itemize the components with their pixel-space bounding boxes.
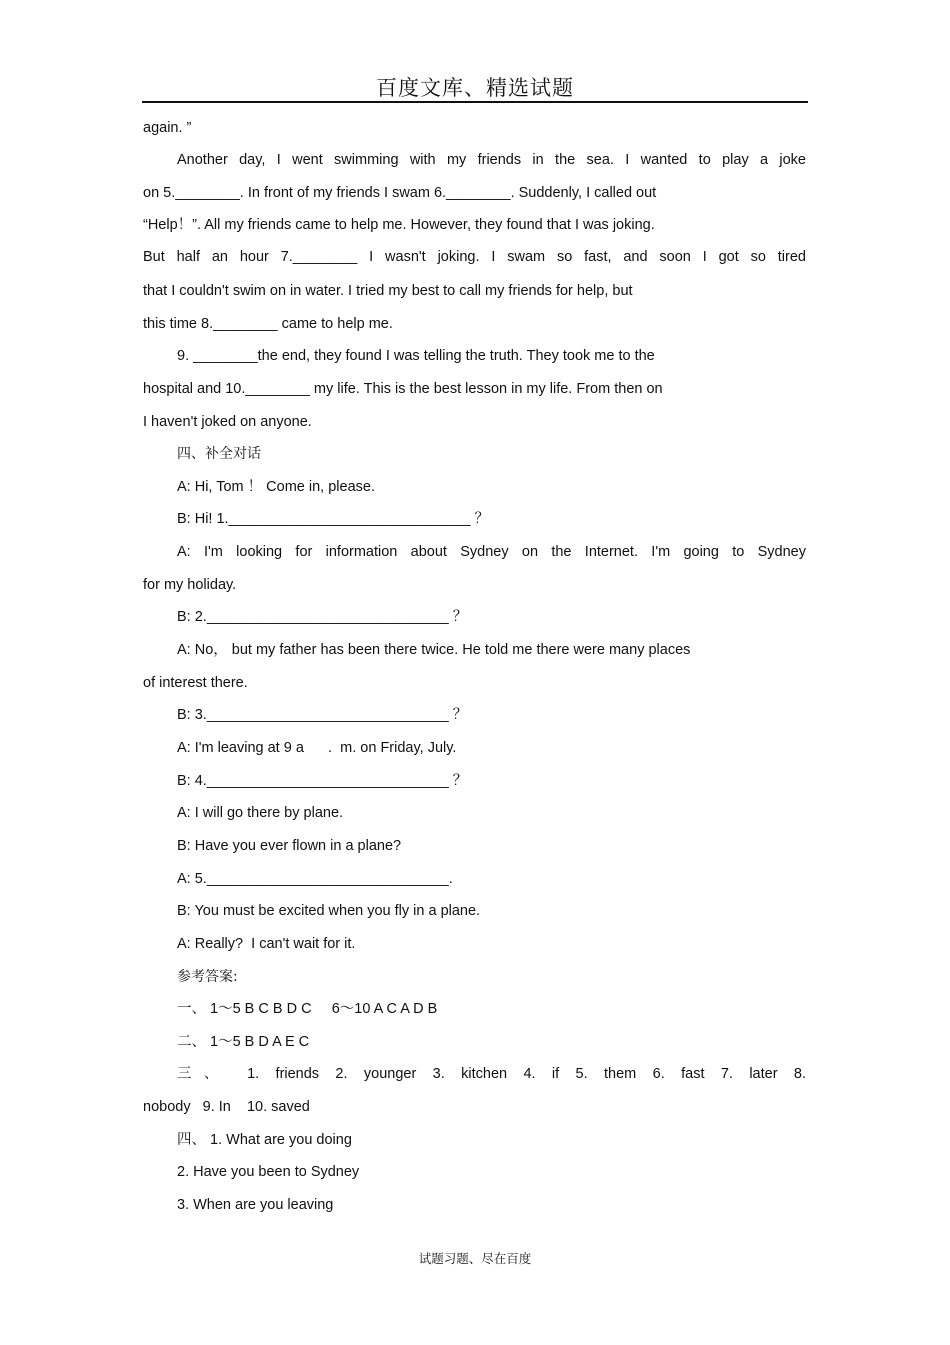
dialogue-line: B: You must be excited when you fly in a plane. <box>177 903 481 919</box>
dialogue-line: of interest there. <box>143 675 248 691</box>
passage-line: on 5.________. In front of my friends I swam 6.________. Suddenly, I called out <box>143 185 657 201</box>
dialogue-line: A: No， but my father has been there twice. He told me there were many places <box>177 642 691 658</box>
answer-line: 一、 1～5 B C B D C 6～10 A C A D B <box>177 1001 438 1017</box>
dialogue-line: B: 2.______________________________ ？ <box>177 609 468 625</box>
page-footer: 试题习题、尽在百度 <box>418 1251 532 1266</box>
dialogue-line: A: I'm looking for information about Sydney on the Internet. I'm going to Sydney <box>177 544 806 560</box>
answer-line: 2. Have you been to Sydney <box>177 1164 360 1180</box>
dialogue-line: for my holiday. <box>143 577 237 593</box>
answers-heading: 参考答案: <box>177 969 238 985</box>
passage-line: this time 8.________ came to help me. <box>143 316 393 332</box>
passage-line: I haven't joked on anyone. <box>143 414 312 430</box>
passage-line: that I couldn't swim on in water. I tried my best to call my friends for help, but <box>143 283 633 299</box>
passage-line: Another day, I went swimming with my friends in the sea. I wanted to play a joke <box>177 152 806 168</box>
dialogue-line: A: I will go there by plane. <box>177 805 344 821</box>
answer-line: 三、 1. friends 2. younger 3. kitchen 4. if 5. them 6. fast 7. later 8. <box>177 1066 806 1082</box>
answer-line: 3. When are you leaving <box>177 1197 334 1213</box>
passage-line: 9. ________the end, they found I was telling the truth. They took me to the <box>177 348 655 364</box>
dialogue-line: A: Hi, Tom ！ Come in, please. <box>177 479 375 495</box>
answer-line: 四、 1. What are you doing <box>177 1132 352 1148</box>
dialogue-line: B: 3.______________________________ ？ <box>177 707 468 723</box>
dialogue-line: B: 4.______________________________ ？ <box>177 773 468 789</box>
passage-line: But half an hour 7.________ I wasn't joking. I swam so fast, and soon I got so tired <box>143 249 806 265</box>
answer-line: 二、 1～5 B D A E C <box>177 1034 310 1050</box>
passage-line: again. ” <box>143 120 192 136</box>
dialogue-heading: 四、补全对话 <box>177 446 261 462</box>
passage-line: “Help！”. All my friends came to help me. However, they found that I was joking. <box>143 217 655 233</box>
passage-line: hospital and 10.________ my life. This is the best lesson in my life. From then on <box>143 381 663 397</box>
dialogue-line: B: Hi! 1.______________________________ ？ <box>177 511 490 527</box>
dialogue-line: B: Have you ever flown in a plane? <box>177 838 402 854</box>
page-header-title: 百度文库、精选试题 <box>376 76 574 100</box>
answer-line: nobody 9. In 10. saved <box>143 1099 310 1115</box>
header-divider <box>142 101 808 103</box>
dialogue-line: A: 5.______________________________. <box>177 871 453 887</box>
dialogue-line: A: I'm leaving at 9 a . m. on Friday, July. <box>177 740 457 756</box>
dialogue-line: A: Really? I can't wait for it. <box>177 936 356 952</box>
